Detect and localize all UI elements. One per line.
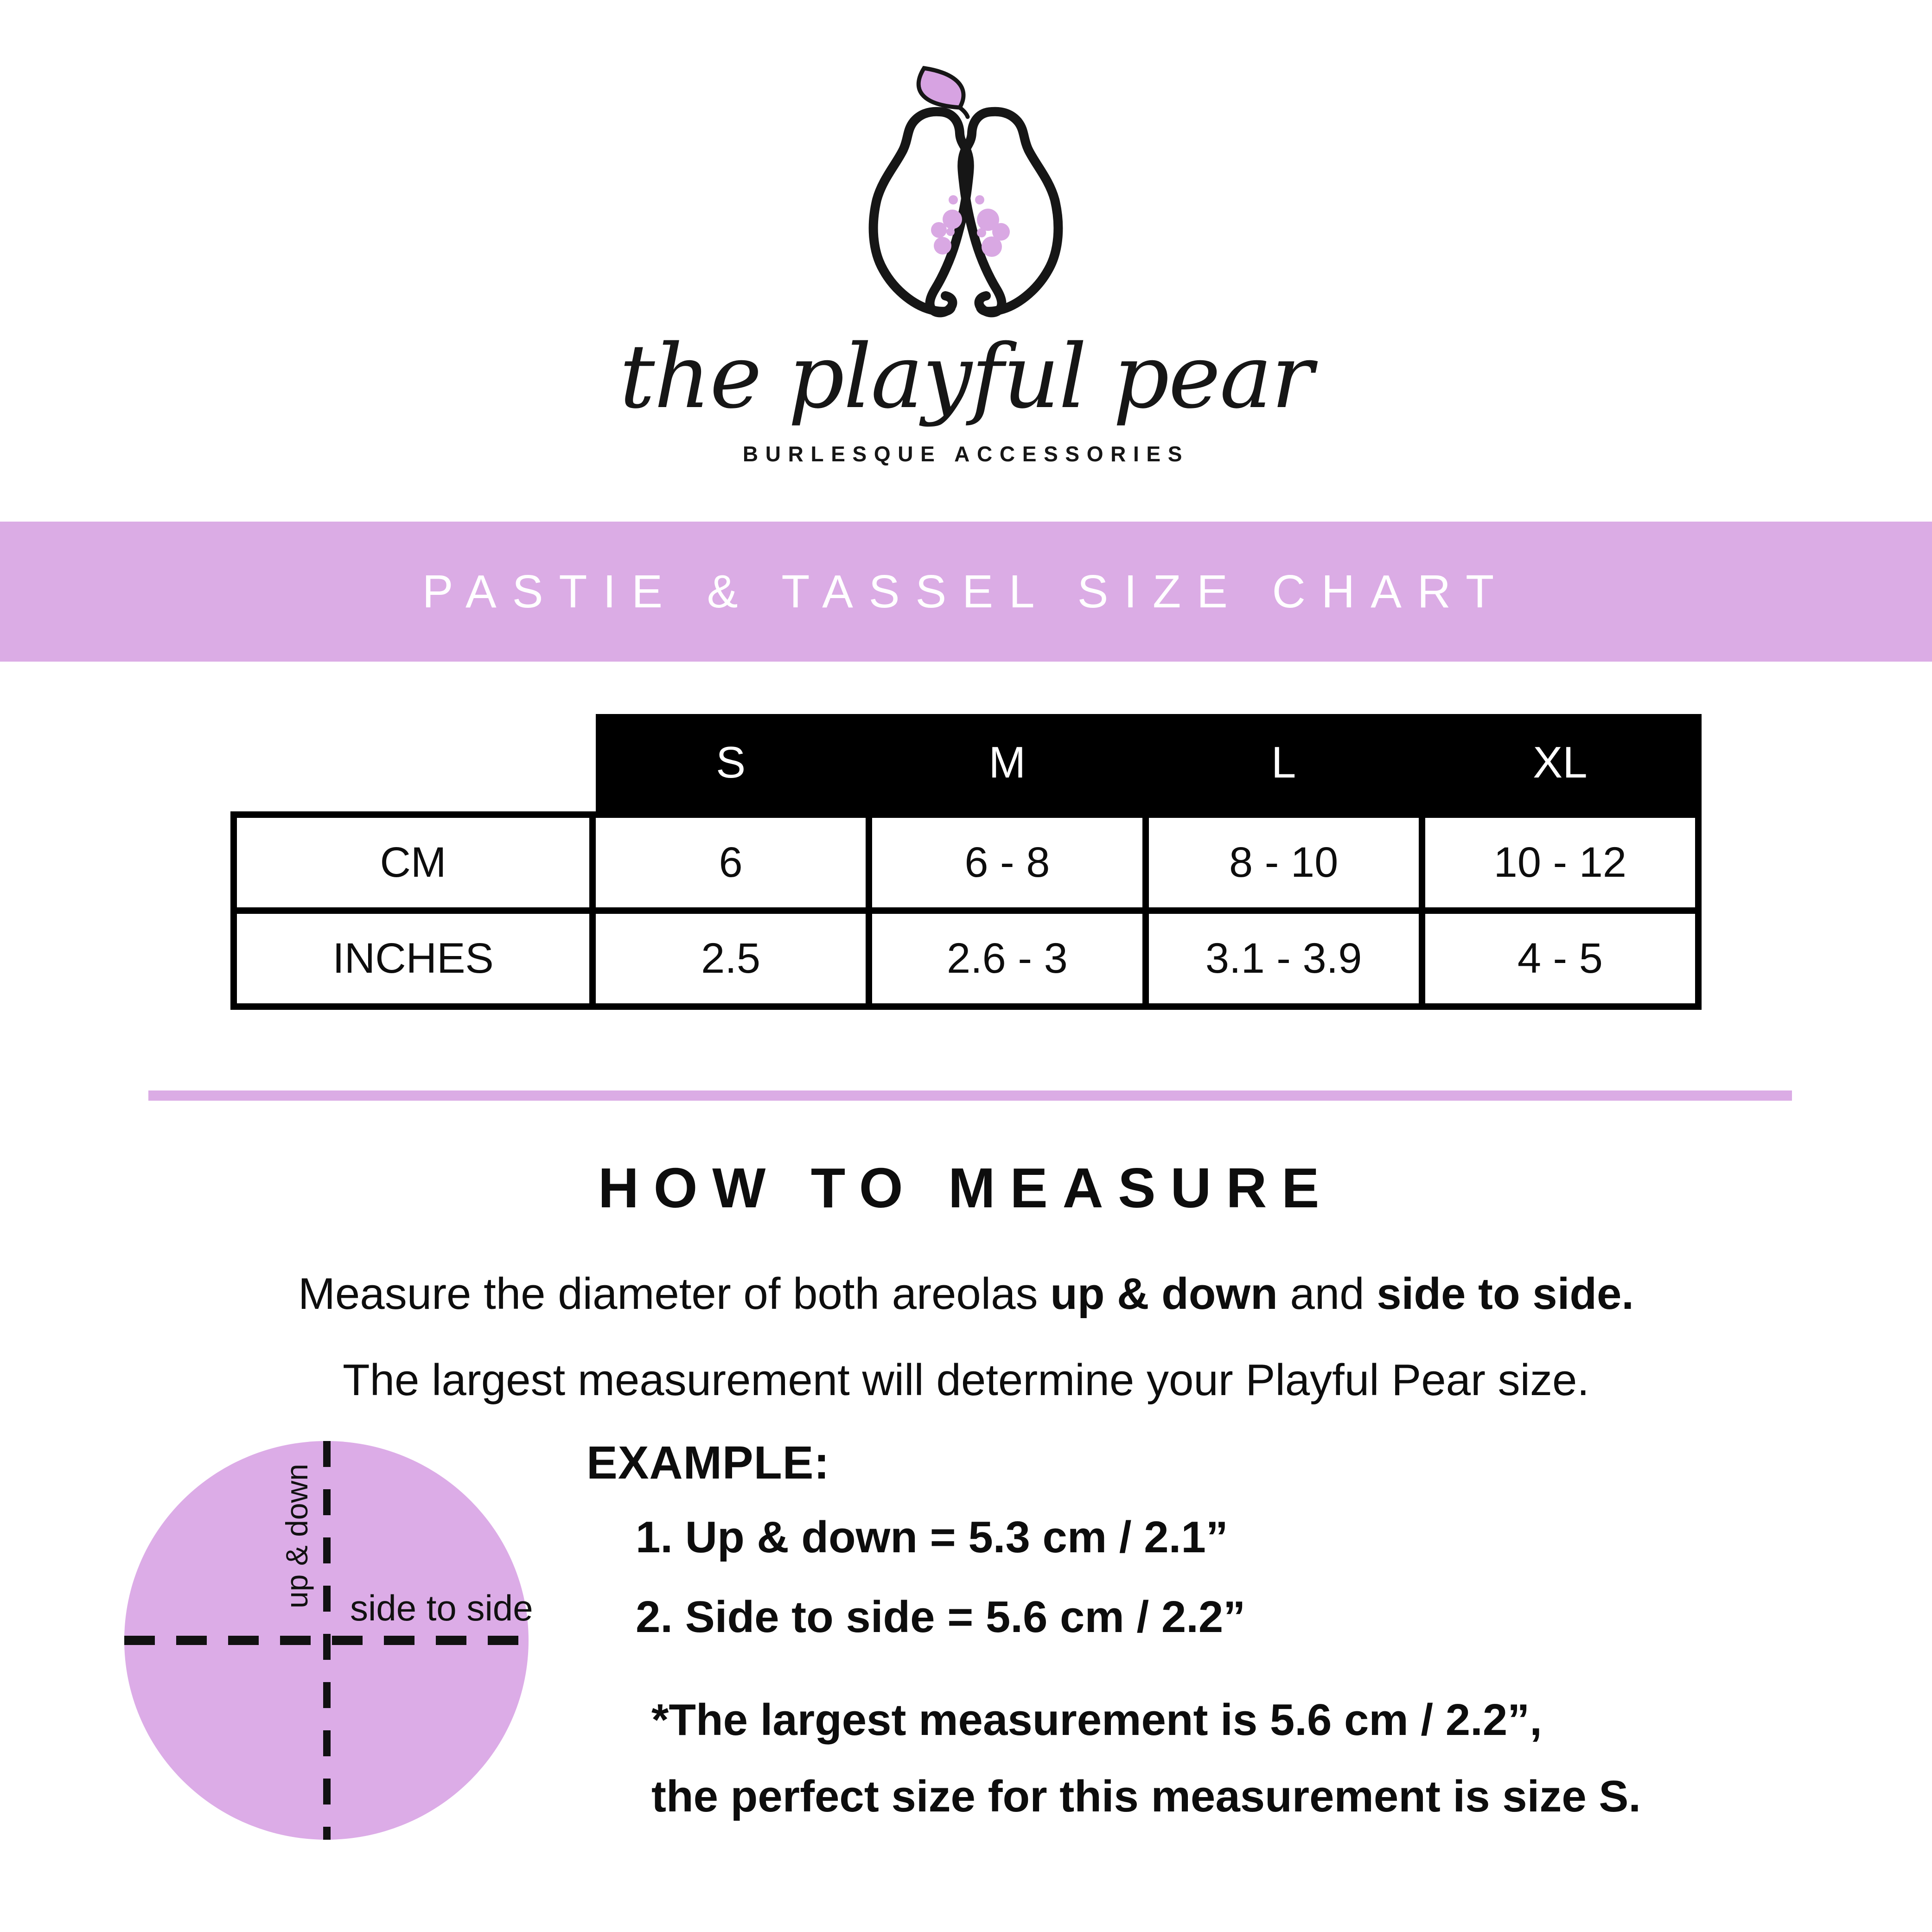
pear-logo-icon	[825, 46, 1113, 334]
section-divider	[148, 1090, 1792, 1101]
cell-in-l: 3.1 - 3.9	[1149, 914, 1419, 1003]
col-header-xl: XL	[1533, 738, 1588, 787]
example-item-2: 2. Side to side = 5.6 cm / 2.2”	[636, 1592, 1246, 1642]
how-to-measure-heading: HOW TO MEASURE	[598, 1156, 1334, 1219]
size-table	[230, 714, 1702, 1010]
measure-line1-bold-updown: up & down	[1050, 1269, 1278, 1319]
example-note-line-1: *The largest measurement is 5.6 cm / 2.2”,	[651, 1695, 1542, 1745]
measure-line1-bold-sideside: side to side	[1377, 1269, 1622, 1319]
cell-cm-l: 8 - 10	[1149, 818, 1419, 907]
measure-line1-a: Measure the diameter of both areolas	[298, 1269, 1051, 1319]
measure-line1-c: and	[1277, 1269, 1377, 1319]
pear-leaf-icon	[918, 68, 963, 108]
sideside-label: side to side	[350, 1588, 533, 1628]
col-header-m: M	[988, 738, 1026, 787]
row-label-cm: CM	[237, 818, 589, 907]
example-item-1: 1. Up & down = 5.3 cm / 2.1”	[636, 1512, 1228, 1562]
cell-cm-s: 6	[596, 818, 866, 907]
cell-cm-m: 6 - 8	[872, 818, 1142, 907]
cell-in-xl: 4 - 5	[1425, 914, 1695, 1003]
brand-tagline: BURLESQUE ACCESSORIES	[742, 442, 1190, 466]
page-title: PASTIE & TASSEL SIZE CHART	[422, 566, 1510, 618]
example-note-line-2: the perfect size for this measurement is size S.	[651, 1772, 1641, 1821]
example-heading: EXAMPLE:	[587, 1437, 830, 1489]
measure-instructions	[0, 1251, 1932, 1423]
cell-in-s: 2.5	[596, 914, 866, 1003]
title-banner	[0, 522, 1932, 662]
pear-stem-icon	[960, 108, 968, 117]
brand-name: the playful pear	[619, 325, 1313, 428]
size-table-body	[230, 811, 1702, 1010]
pear-right-half-icon	[962, 112, 1058, 313]
cell-cm-xl: 10 - 12	[1425, 818, 1695, 907]
measure-line-1	[0, 1251, 1932, 1337]
updown-label: up & down	[280, 1464, 314, 1608]
cell-in-m: 2.6 - 3	[872, 914, 1142, 1003]
col-header-l: L	[1271, 738, 1296, 787]
size-table-header	[596, 714, 1702, 811]
measure-line1-period: .	[1621, 1269, 1634, 1319]
col-header-s: S	[716, 738, 746, 787]
measure-line-2: The largest measurement will determine your Playful Pear size.	[342, 1355, 1590, 1405]
row-label-inches: INCHES	[237, 914, 589, 1003]
